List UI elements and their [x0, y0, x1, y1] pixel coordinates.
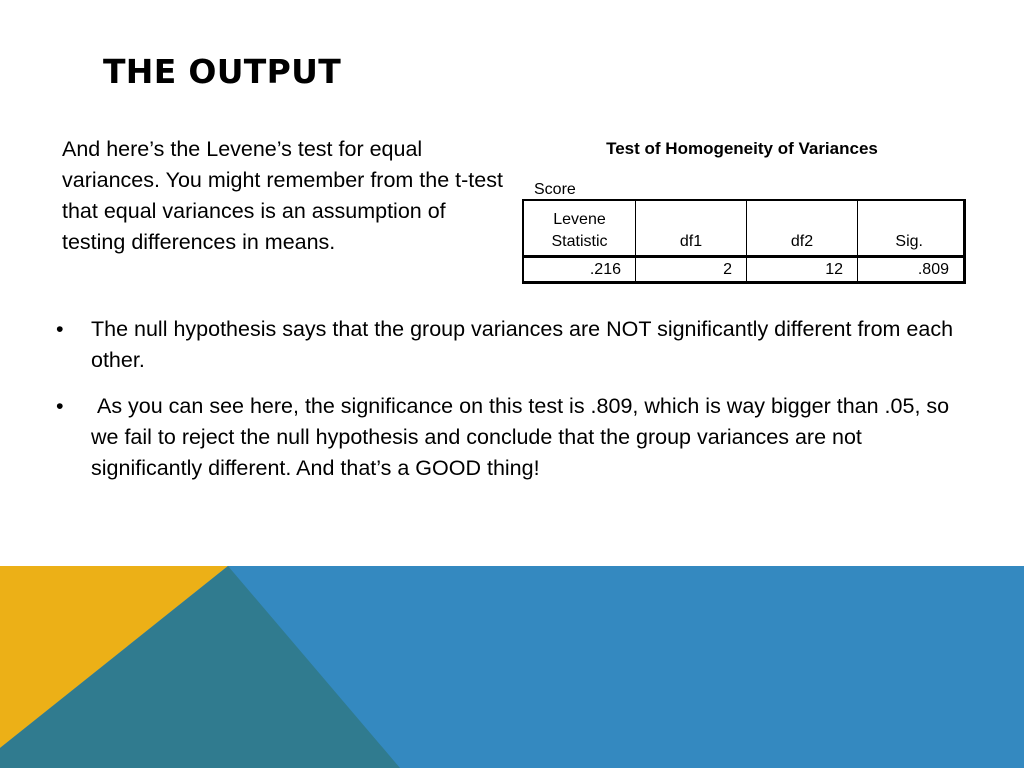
- header-df2: df2: [747, 200, 858, 257]
- decorative-background-band: [0, 566, 1024, 768]
- table-variable-label: Score: [534, 181, 576, 198]
- slide-title: THE OUTPUT: [103, 52, 342, 91]
- cell-df2: 12: [747, 257, 858, 283]
- table-header-row: [523, 200, 965, 257]
- header-df1: df1: [636, 200, 747, 257]
- list-item: [56, 314, 960, 376]
- header-sig: Sig.: [858, 200, 965, 257]
- cell-sig: .809: [858, 257, 965, 283]
- table-row: [523, 257, 965, 283]
- cell-df1: 2: [636, 257, 747, 283]
- table-caption: Test of Homogeneity of Variances: [606, 139, 878, 158]
- bullet-text: As you can see here, the significance on this test is .809, which is way bigger than .05, so we fail to reject the null hypothesis and conclude that the group variances are not significantly different. And that’s a GOOD thing!: [91, 394, 956, 480]
- cell-levene-statistic: .216: [589, 260, 621, 278]
- homogeneity-table: [522, 199, 966, 284]
- intro-paragraph: And here’s the Levene’s test for equal variances. You might remember from the t-test that equal variances is an assumption of testing differences in means.: [62, 137, 503, 254]
- bullet-list: [56, 314, 960, 499]
- list-item: [56, 391, 956, 484]
- header-levene-line1: Levene: [553, 211, 606, 228]
- header-levene-statistic: [523, 200, 636, 257]
- bullet-text: The null hypothesis says that the group variances are NOT significantly different from each other.: [91, 317, 960, 372]
- header-levene-line2: Statistic: [551, 233, 608, 250]
- bullet-icon: •: [56, 394, 64, 418]
- bullet-icon: •: [56, 317, 64, 341]
